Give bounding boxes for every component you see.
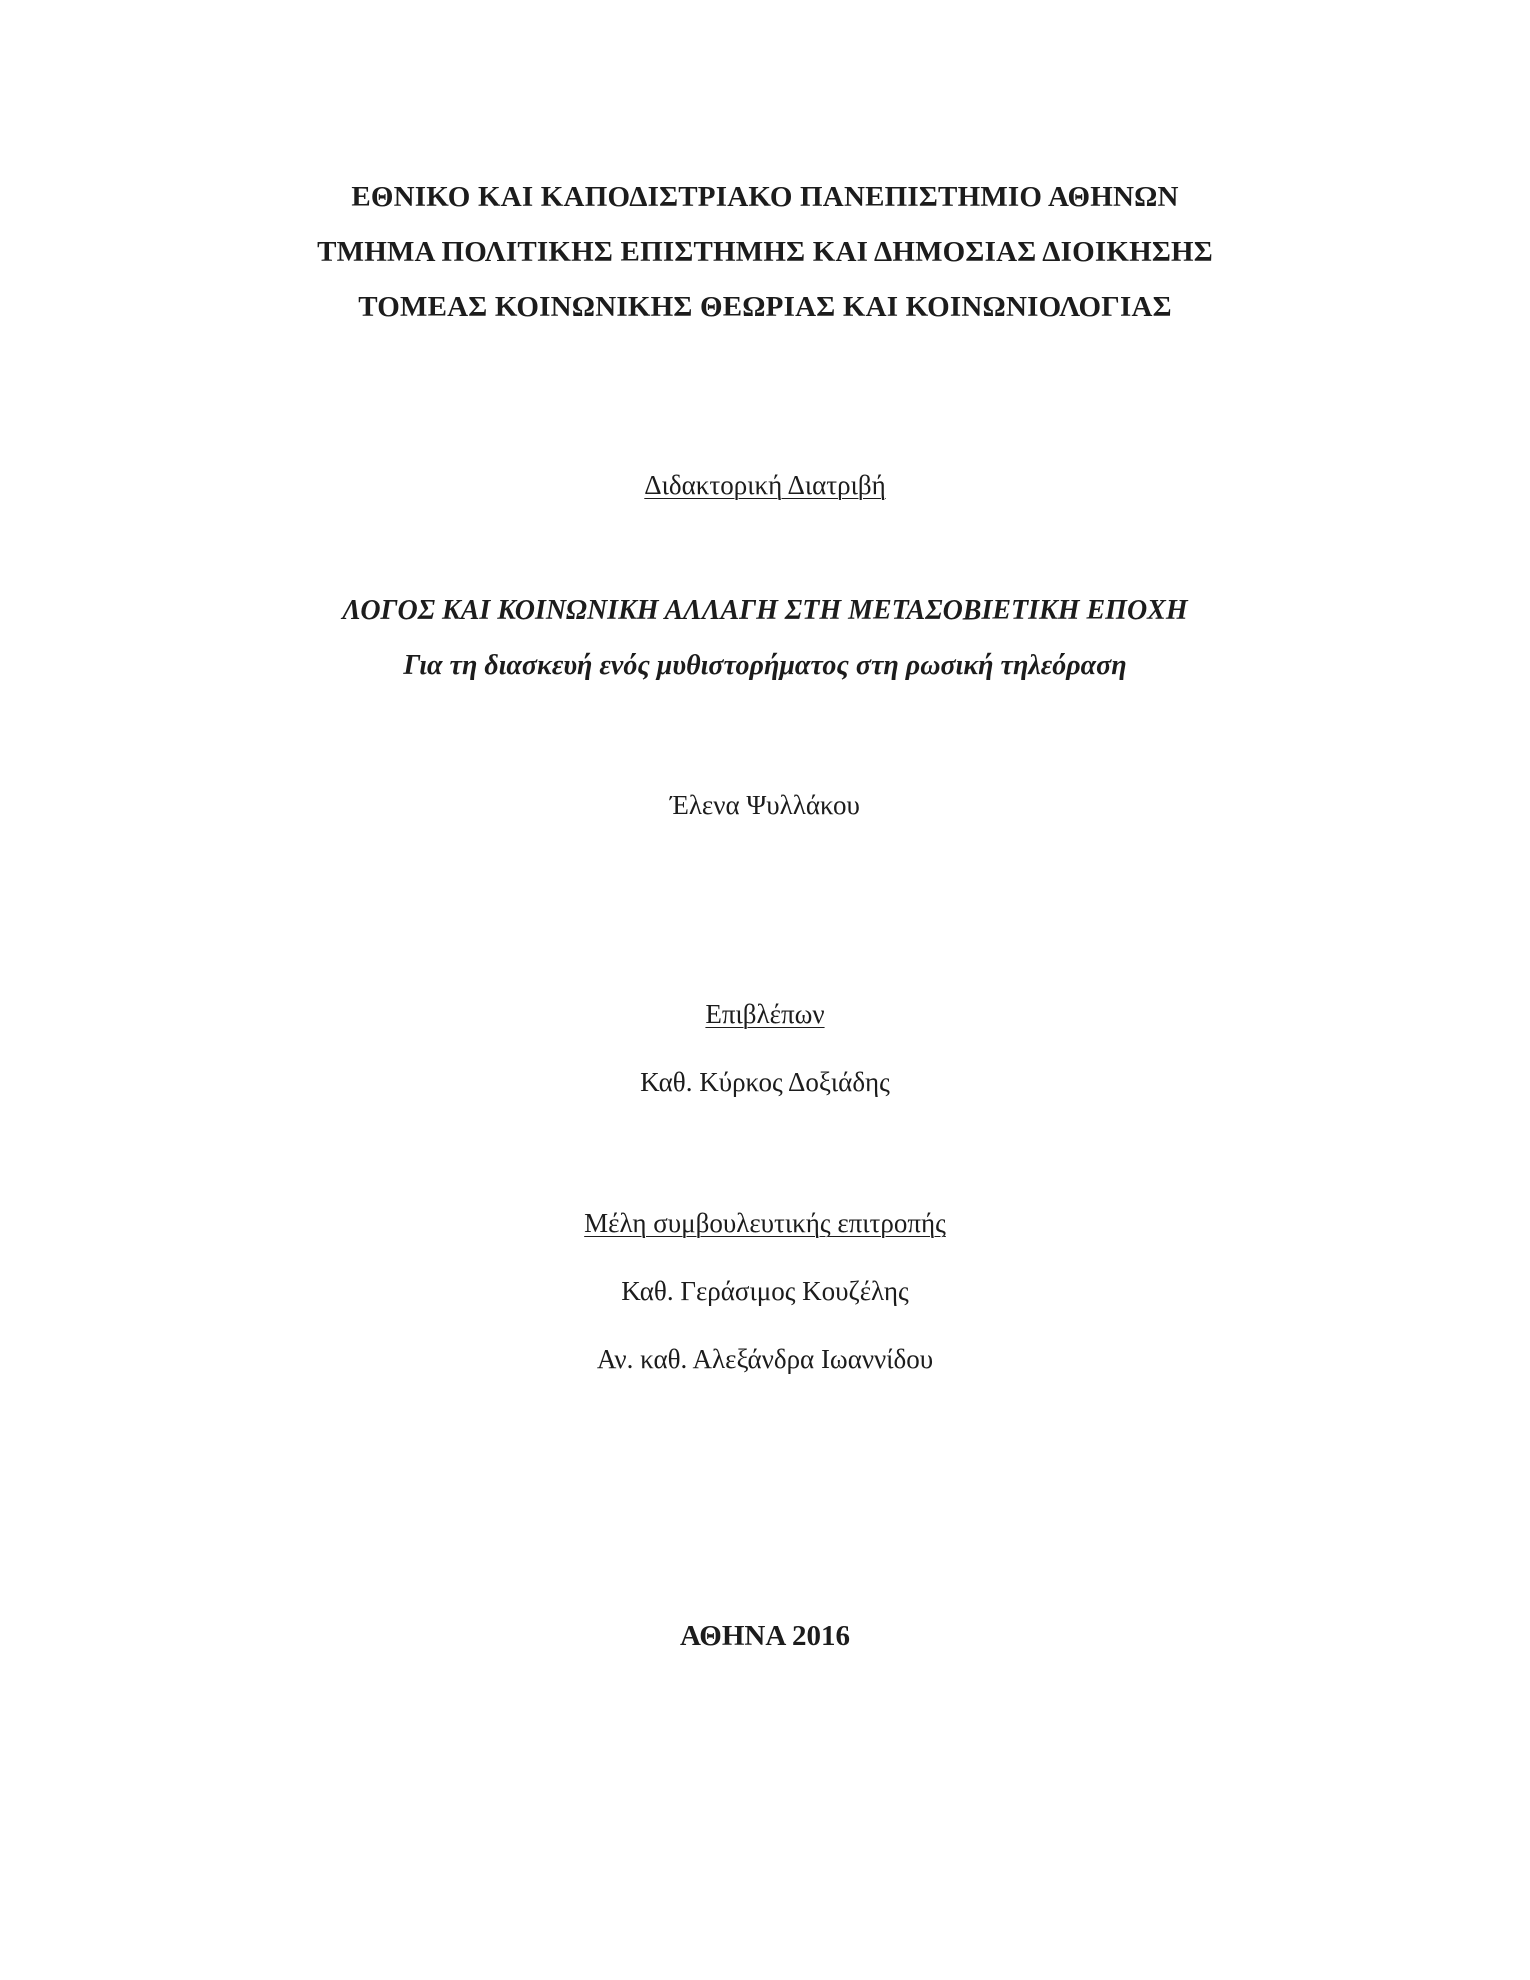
committee-member: Καθ. Γεράσιμος Κουζέλης: [621, 1276, 909, 1306]
document-type-label: Διδακτορική Διατριβή: [644, 470, 886, 500]
author-name: Έλενα Ψυλλάκου: [670, 790, 860, 820]
thesis-subtitle: Για τη διασκευή ενός μυθιστορήματος στη ρωσική τηλεόραση: [403, 650, 1127, 681]
sector-name: ΤΟΜΕΑΣ ΚΟΙΝΩΝΙΚΗΣ ΘΕΩΡΙΑΣ ΚΑΙ ΚΟΙΝΩΝΙΟΛΟΓΙΑΣ: [358, 291, 1172, 323]
supervisor-name: Καθ. Κύρκος Δοξιάδης: [640, 1067, 890, 1097]
thesis-title: ΛΟΓΟΣ ΚΑΙ ΚΟΙΝΩΝΙΚΗ ΑΛΛΑΓΗ ΣΤΗ ΜΕΤΑΣΟΒΙΕΤΙΚΗ ΕΠΟΧΗ: [342, 595, 1188, 626]
university-name: ΕΘΝΙΚΟ ΚΑΙ ΚΑΠΟΔΙΣΤΡΙΑΚΟ ΠΑΝΕΠΙΣΤΗΜΙΟ ΑΘΗΝΩΝ: [351, 181, 1179, 213]
place-year: ΑΘΗΝΑ 2016: [680, 1620, 850, 1652]
committee-label: Μέλη συμβουλευτικής επιτροπής: [584, 1208, 946, 1238]
supervisor-label: Επιβλέπων: [705, 999, 825, 1029]
department-name: ΤΜΗΜΑ ΠΟΛΙΤΙΚΗΣ ΕΠΙΣΤΗΜΗΣ ΚΑΙ ΔΗΜΟΣΙΑΣ ΔΙΟΙΚΗΣΗΣ: [317, 236, 1213, 268]
committee-member: Αν. καθ. Αλεξάνδρα Ιωαννίδου: [596, 1344, 934, 1374]
